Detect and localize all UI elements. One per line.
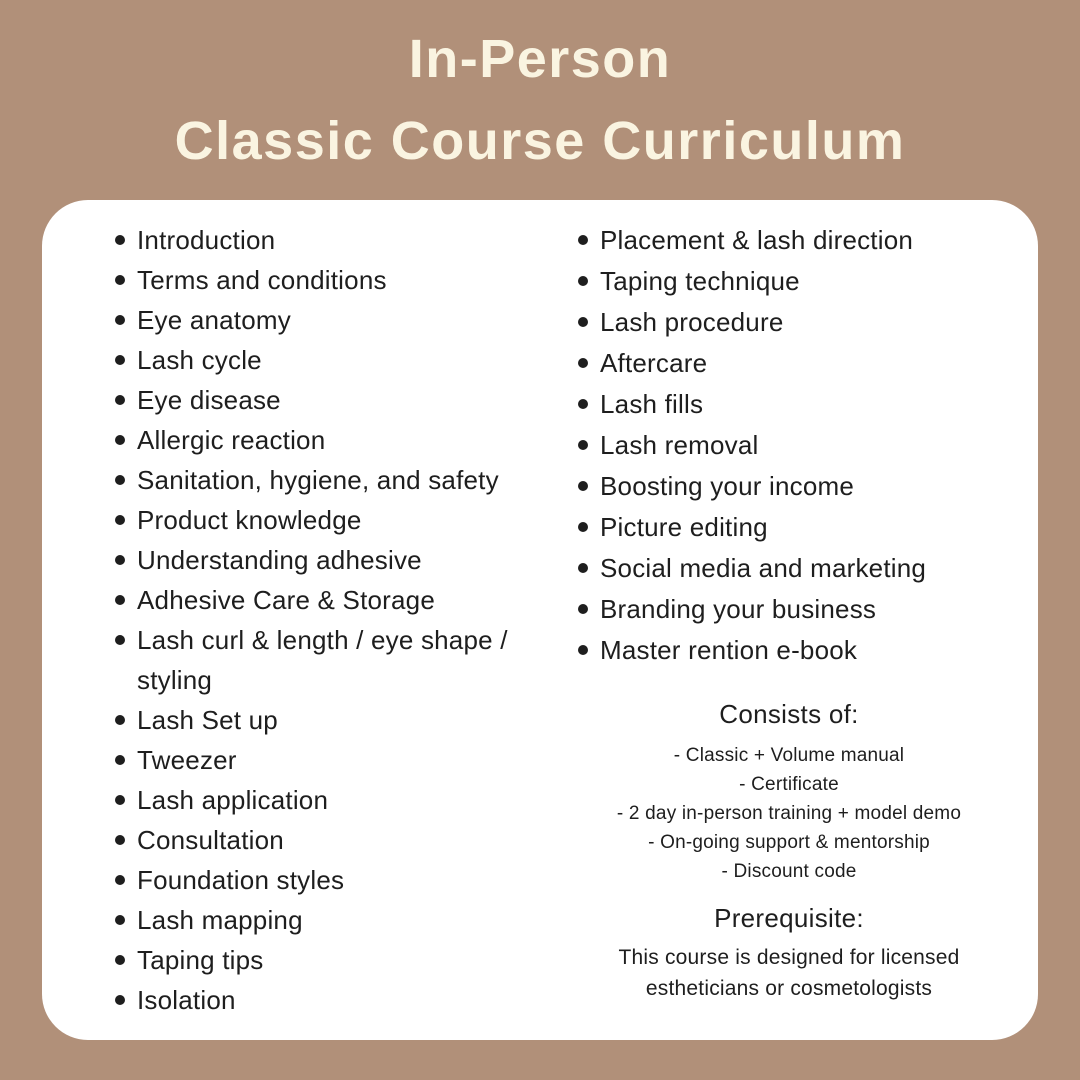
curriculum-item-label: Branding your business (600, 594, 877, 624)
consists-heading: Consists of: (719, 699, 859, 729)
curriculum-item-label: Lash fills (600, 389, 704, 419)
curriculum-item-label: Aftercare (600, 348, 708, 378)
bullet-dot-icon (115, 235, 125, 245)
bullet-dot-icon (578, 399, 588, 409)
bullet-dot-icon (115, 915, 125, 925)
curriculum-list-item (115, 340, 587, 380)
bullet-dot-icon (115, 835, 125, 845)
curriculum-item-label: Social media and marketing (600, 553, 927, 583)
curriculum-list-item (578, 425, 1020, 466)
consists-section (558, 697, 1020, 886)
consists-list-item (558, 857, 1020, 886)
bullet-dot-icon (115, 755, 125, 765)
bullet-dot-icon (115, 955, 125, 965)
curriculum-list-item (578, 548, 1020, 589)
curriculum-list-item (115, 300, 587, 340)
bullet-dot-icon (115, 995, 125, 1005)
page-title (0, 0, 1080, 182)
curriculum-item-label: Lash curl & length / eye shape / styling (137, 625, 508, 695)
curriculum-item-label: Lash cycle (137, 345, 262, 375)
curriculum-item-label: Lash mapping (137, 905, 303, 935)
curriculum-list-item (115, 580, 587, 620)
curriculum-list-item (115, 260, 587, 300)
consists-list-item (558, 770, 1020, 799)
consists-list (558, 741, 1020, 886)
bullet-dot-icon (115, 475, 125, 485)
curriculum-list-item (115, 940, 587, 980)
bullet-dot-icon (578, 522, 588, 532)
curriculum-list-item (578, 220, 1020, 261)
curriculum-list-item (578, 630, 1020, 671)
curriculum-item-label: Allergic reaction (137, 425, 326, 455)
curriculum-list-item (115, 900, 587, 940)
bullet-dot-icon (115, 795, 125, 805)
bullet-dot-icon (578, 440, 588, 450)
curriculum-list-item (578, 589, 1020, 630)
curriculum-list-item (578, 466, 1020, 507)
curriculum-list-item (115, 500, 587, 540)
page-title-line2: Classic Course Curriculum (174, 111, 906, 171)
bullet-dot-icon (115, 555, 125, 565)
bullet-dot-icon (115, 595, 125, 605)
bullet-dot-icon (115, 715, 125, 725)
bullet-dot-icon (578, 276, 588, 286)
header (0, 0, 1080, 182)
curriculum-item-label: Isolation (137, 985, 236, 1015)
prerequisite-text: This course is designed for licensed estheticians or cosmetologists (618, 946, 960, 1000)
curriculum-item-label: Terms and conditions (137, 265, 387, 295)
bullet-dot-icon (115, 435, 125, 445)
curriculum-item-label: Picture editing (600, 512, 768, 542)
curriculum-list-item (115, 740, 587, 780)
consists-item-label: - Classic + Volume manual (673, 745, 905, 766)
bullet-dot-icon (578, 563, 588, 573)
bullet-dot-icon (578, 645, 588, 655)
consists-item-label: - On-going support & mentorship (648, 832, 930, 853)
curriculum-list-item (115, 820, 587, 860)
prerequisite-section (558, 901, 1020, 1004)
curriculum-item-label: Understanding adhesive (137, 545, 422, 575)
curriculum-item-label: Tweezer (137, 745, 237, 775)
bullet-dot-icon (115, 515, 125, 525)
curriculum-item-label: Taping technique (600, 266, 800, 296)
curriculum-list-item (578, 302, 1020, 343)
curriculum-item-label: Taping tips (137, 945, 264, 975)
consists-list-item (558, 828, 1020, 857)
curriculum-list-item (578, 507, 1020, 548)
curriculum-item-label: Consultation (137, 825, 284, 855)
curriculum-list-item (115, 780, 587, 820)
consists-item-label: - Discount code (721, 861, 857, 882)
consists-list-item (558, 799, 1020, 828)
right-column (558, 220, 1020, 1004)
bullet-dot-icon (115, 355, 125, 365)
consists-item-label: - Certificate (739, 774, 839, 795)
curriculum-item-label: Sanitation, hygiene, and safety (137, 465, 499, 495)
curriculum-list-item (115, 220, 587, 260)
curriculum-item-label: Master rention e-book (600, 635, 858, 665)
curriculum-item-label: Adhesive Care & Storage (137, 585, 435, 615)
bullet-dot-icon (578, 481, 588, 491)
curriculum-item-label: Placement & lash direction (600, 225, 914, 255)
bullet-dot-icon (578, 317, 588, 327)
curriculum-list-item (115, 380, 587, 420)
consists-list-item (558, 741, 1020, 770)
consists-item-label: - 2 day in-person training + model demo (616, 803, 962, 824)
curriculum-list-item (115, 460, 587, 500)
curriculum-item-label: Boosting your income (600, 471, 855, 501)
curriculum-list-item (578, 261, 1020, 302)
curriculum-item-label: Foundation styles (137, 865, 345, 895)
curriculum-list-item (578, 384, 1020, 425)
bullet-dot-icon (115, 875, 125, 885)
curriculum-item-label: Lash procedure (600, 307, 784, 337)
prerequisite-heading: Prerequisite: (714, 903, 864, 933)
curriculum-card (42, 200, 1038, 1040)
bullet-dot-icon (115, 275, 125, 285)
bullet-dot-icon (115, 315, 125, 325)
bullet-dot-icon (115, 395, 125, 405)
curriculum-item-label: Product knowledge (137, 505, 362, 535)
curriculum-list-left (95, 220, 587, 1020)
curriculum-list-right (558, 220, 1020, 671)
curriculum-list-item (115, 620, 587, 700)
bullet-dot-icon (578, 358, 588, 368)
curriculum-item-label: Lash Set up (137, 705, 278, 735)
curriculum-list-item (115, 980, 587, 1020)
curriculum-item-label: Eye disease (137, 385, 281, 415)
curriculum-list-item (115, 700, 587, 740)
curriculum-list-item (578, 343, 1020, 384)
curriculum-item-label: Introduction (137, 225, 276, 255)
curriculum-list-item (115, 420, 587, 460)
curriculum-item-label: Eye anatomy (137, 305, 291, 335)
bullet-dot-icon (578, 604, 588, 614)
page-title-line1: In-Person (408, 29, 672, 89)
curriculum-item-label: Lash removal (600, 430, 759, 460)
curriculum-list-item (115, 860, 587, 900)
bullet-dot-icon (578, 235, 588, 245)
curriculum-list-item (115, 540, 587, 580)
curriculum-item-label: Lash application (137, 785, 329, 815)
bullet-dot-icon (115, 635, 125, 645)
